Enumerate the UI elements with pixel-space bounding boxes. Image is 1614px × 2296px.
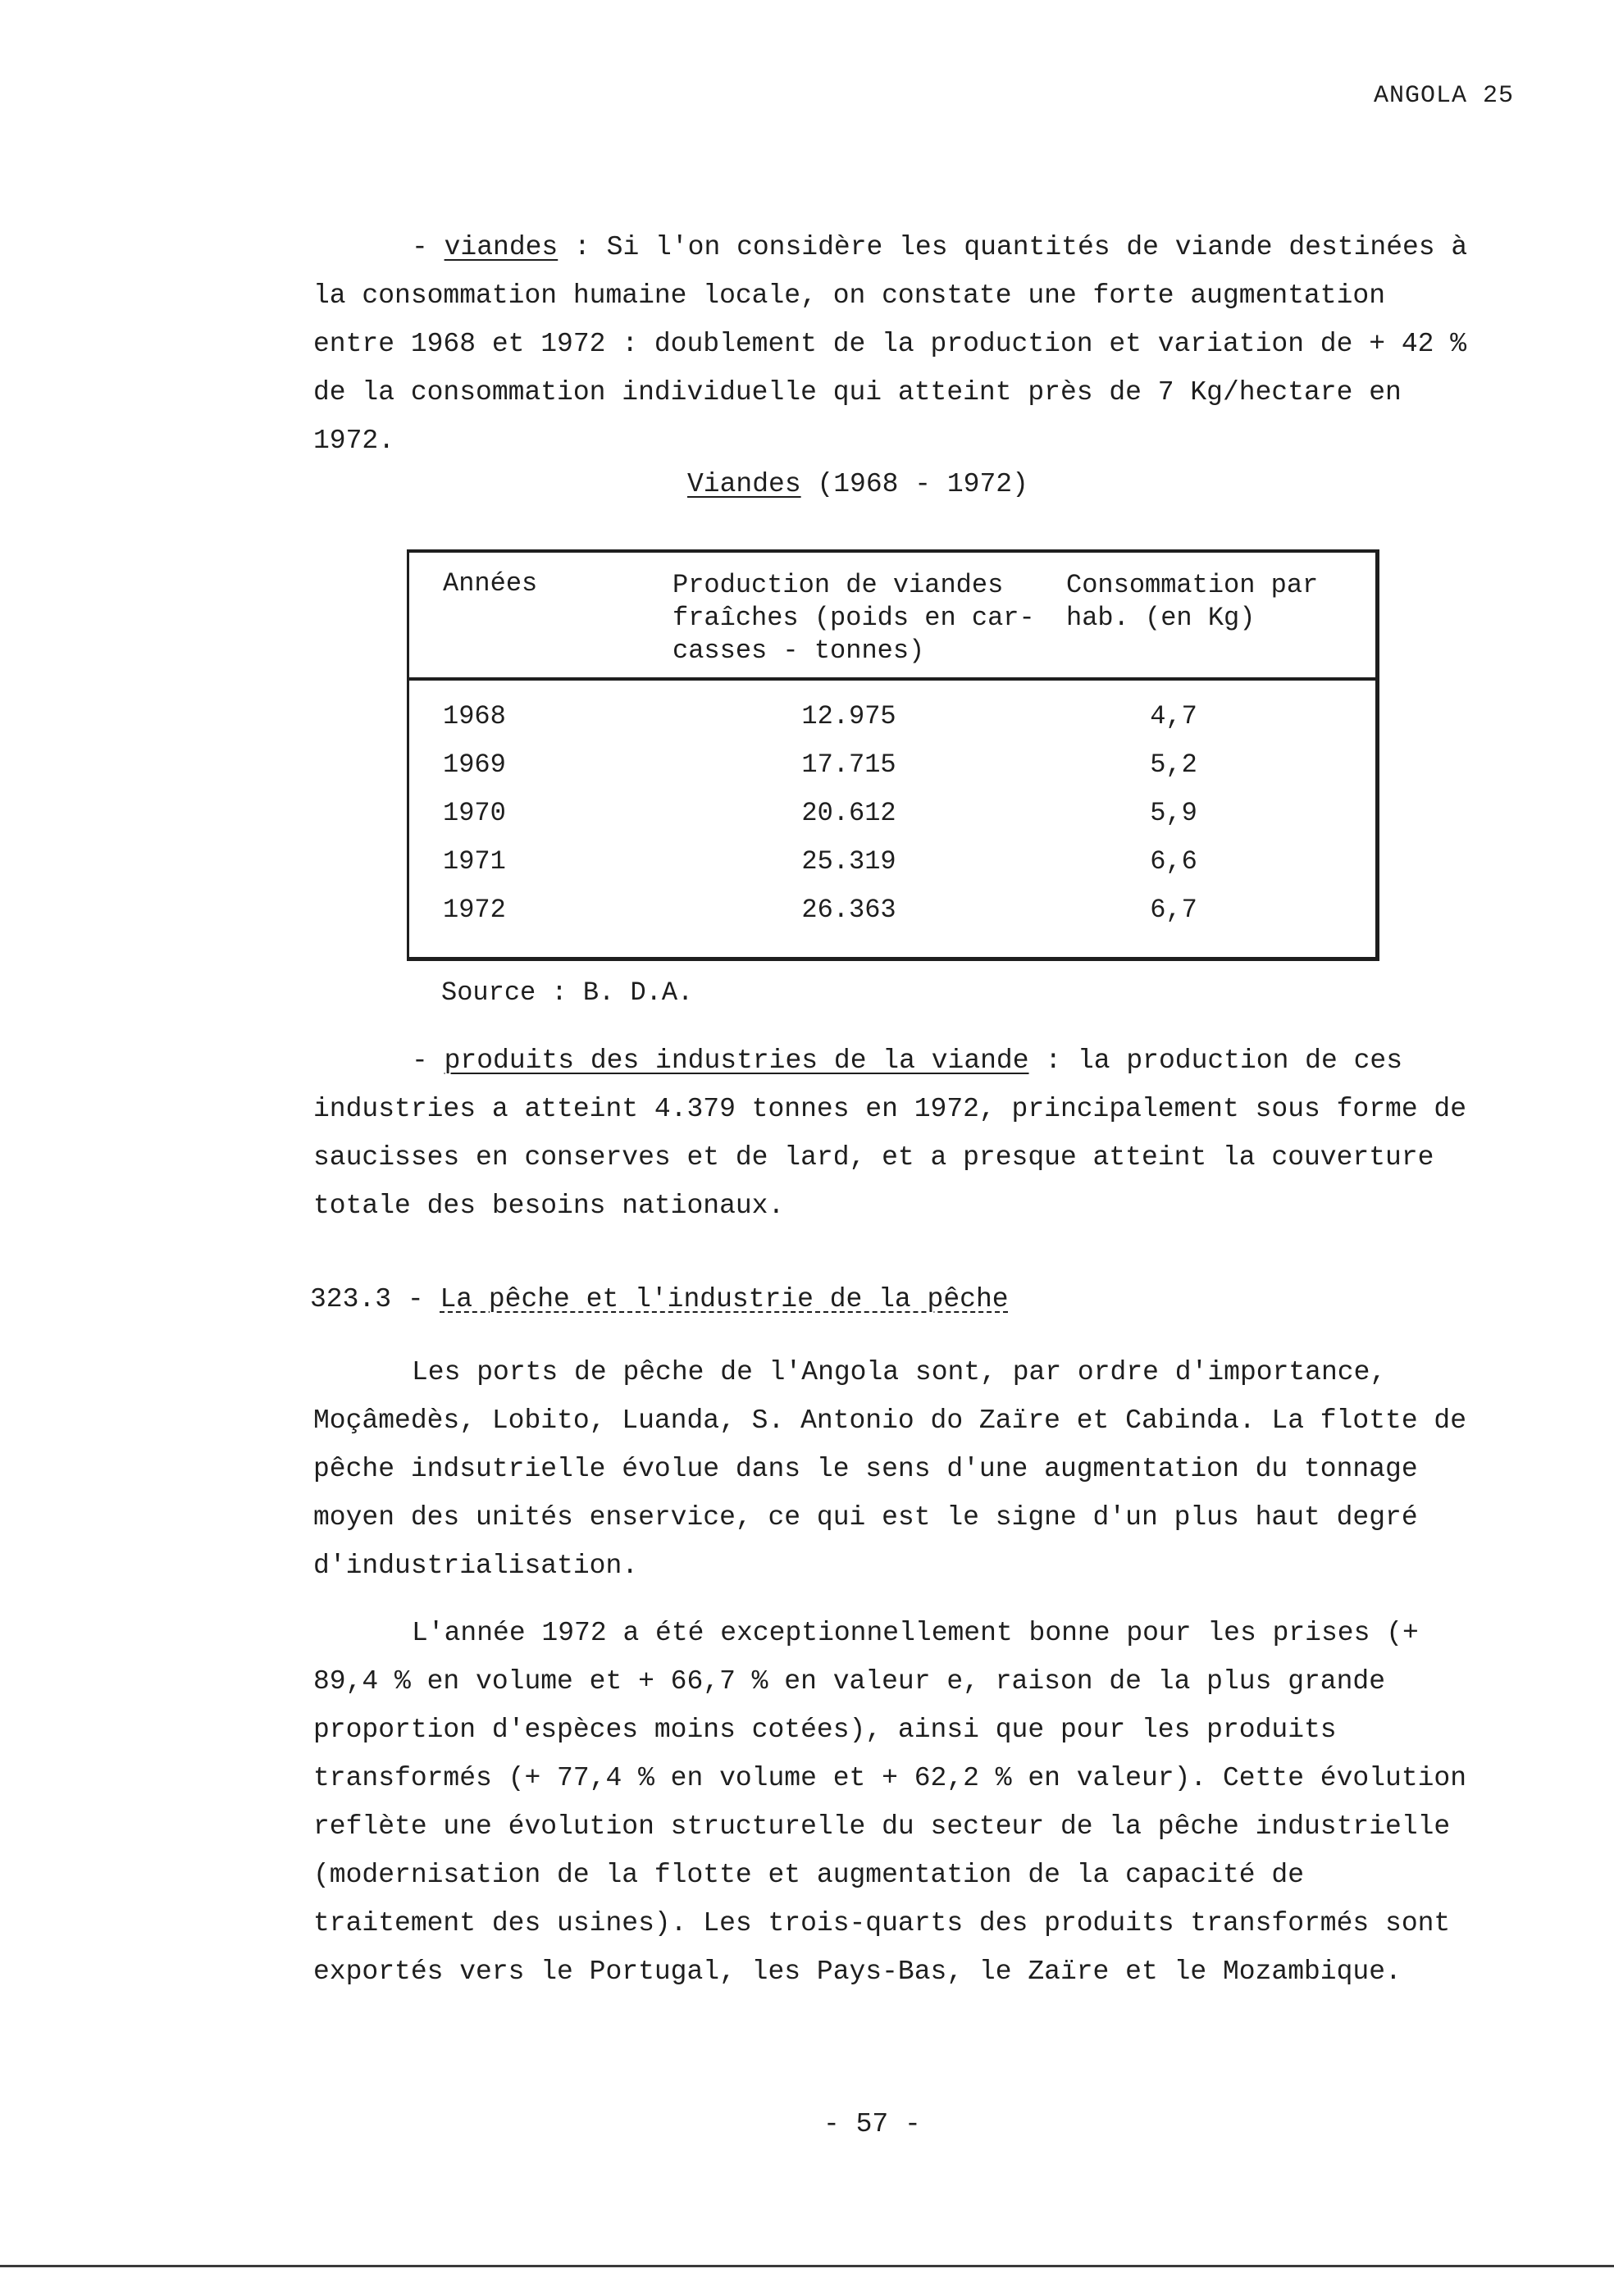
cell-consumption: 6,7 — [1150, 895, 1197, 925]
cell-year: 1972 — [443, 895, 506, 925]
paragraph-viandes — [313, 223, 1478, 465]
table-source: Source : B. D.A. — [441, 977, 694, 1008]
table-row — [407, 740, 1379, 790]
cell-year: 1971 — [443, 846, 506, 877]
table-caption — [687, 469, 1028, 499]
lead-dash: - — [412, 1046, 445, 1076]
table-header-separator — [407, 677, 1379, 681]
table-row — [407, 886, 1379, 935]
cell-year: 1968 — [443, 701, 506, 731]
table-row — [407, 789, 1379, 838]
lead-dash: - — [412, 232, 445, 262]
table-row — [407, 837, 1379, 886]
section-heading — [310, 1284, 1009, 1314]
table-row — [407, 692, 1379, 741]
paragraph-fishing-ports-text: Les ports de pêche de l'Angola sont, par ordre d'importance, Moçâmedès, Lobito, Luanda, S. Antonio do Zaïre et Cabinda. La flotte de pêche indsutrielle évolue dans le sens d'une augmentation du tonnage moyen des unités enservice, ce qui est le signe d'un plus haut degré d'industrialisation. — [313, 1357, 1467, 1581]
table-caption-term: Viandes — [687, 469, 801, 499]
bottom-rule — [0, 2265, 1614, 2267]
paragraph-viandes-text: : Si l'on considère les quantités de viande destinées à la consommation humaine locale, on constate une forte augmentation entre 1968 et 1972 : doublement de la production et variation de + 42 % de la consommation individuelle qui atteint près de 7 Kg/hectare en 1972. — [313, 232, 1468, 456]
cell-consumption: 5,9 — [1150, 798, 1197, 828]
paragraph-fishing-1972 — [313, 1609, 1478, 1996]
cell-consumption: 4,7 — [1150, 701, 1197, 731]
table-header-consumption: Consommation par hab. (en Kg) — [1066, 570, 1319, 633]
cell-production: 25.319 — [801, 846, 896, 877]
cell-production: 20.612 — [801, 798, 896, 828]
section-title: La pêche et l'industrie de la pêche — [440, 1284, 1009, 1314]
cell-production: 26.363 — [801, 895, 896, 925]
paragraph-meat-industries-text: : la production de ces industries a atteint 4.379 tonnes en 1972, principalement sous forme de saucisses en conserves et de lard, et a presque atteint la couverture totale des besoins nationaux. — [313, 1046, 1467, 1221]
table-caption-rest: (1968 - 1972) — [800, 469, 1028, 499]
paragraph-fishing-1972-text: L'année 1972 a été exceptionnellement bonne pour les prises (+ 89,4 % en volume et + 66,7 % en valeur e, raison de la plus grande proportion d'espèces moins cotées), ainsi que pour les produits transformés (+ 77,4 % en volume et + 62,2 % en valeur). Cette évolution reflète une évolution structurelle du secteur de la pêche industrielle (modernisation de la flotte et augmentation de la capacité de traitement des usines). Les trois-quarts des produits transformés sont exportés vers le Portugal, les Pays-Bas, le Zaïre et le Mozambique. — [313, 1618, 1467, 1987]
term-viandes: viandes — [444, 232, 559, 262]
table-header-production: Production de viandes fraîches (poids en car- casses - tonnes) — [672, 570, 1035, 666]
cell-year: 1969 — [443, 749, 506, 780]
cell-year: 1970 — [443, 798, 506, 828]
table-header-years: Années — [443, 568, 538, 599]
cell-production: 12.975 — [801, 701, 896, 731]
page-number: - 57 - — [823, 2109, 921, 2139]
term-meat-industries: produits des industries de la viande — [444, 1046, 1029, 1076]
paragraph-fishing-ports — [313, 1348, 1478, 1590]
paragraph-meat-industries — [313, 1036, 1478, 1230]
section-number: 323.3 - — [310, 1284, 440, 1314]
running-header: ANGOLA 25 — [1373, 82, 1514, 110]
cell-production: 17.715 — [801, 749, 896, 780]
cell-consumption: 6,6 — [1150, 846, 1197, 877]
cell-consumption: 5,2 — [1150, 749, 1197, 780]
